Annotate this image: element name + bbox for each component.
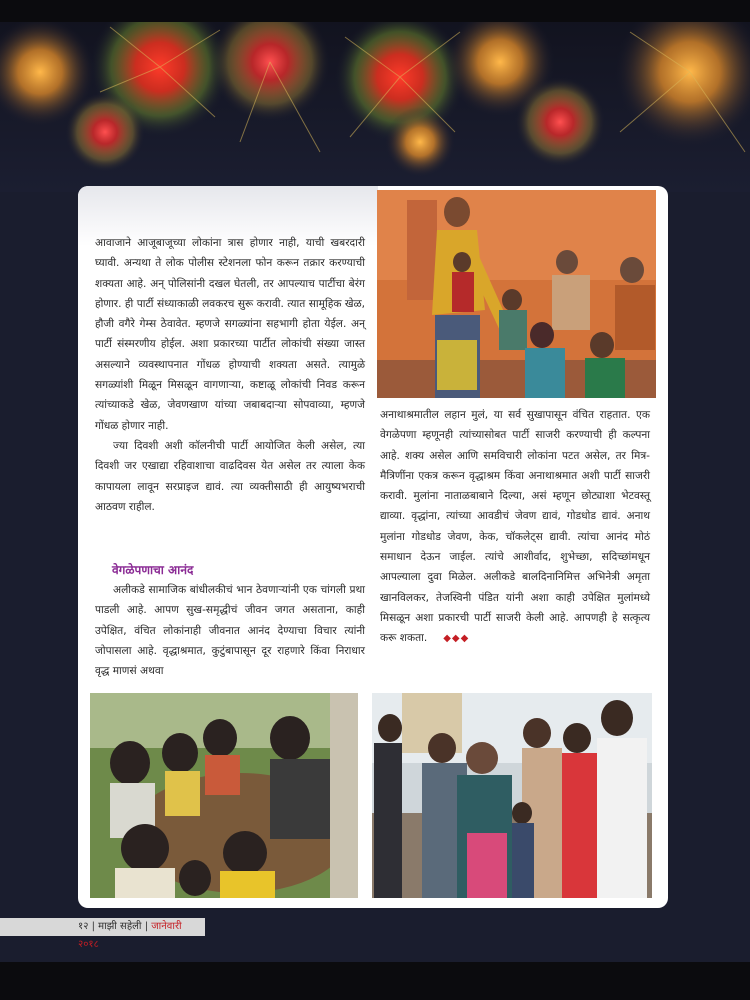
footer-separator: | [91, 921, 95, 932]
left-paragraph-1: आवाजाने आजूबाजूच्या लोकांना त्रास होणार नाही, याची खबरदारी घ्यावी. अन्यथा ते लोक पोलीस स्टेशनला फोन करून तक्रार करण्याची शक्यता आहे. अन् पोलिसांनी दखल घेतली, तर आपल्याच पार्टीचा बेरंग होणार. ही पार्टी संध्याकाळी लवकरच सुरू करावी. त्यात सामूहिक खेळ, हौजी वगैरे गेम्स ठेवावेत. म्हणजे सगळ्यांना सहभागी होता येईल. अन् पार्टी संस्मरणीय होईल. अशा प्रकारच्या पार्टीत लोकांची संख्या जास्त असल्याने व्यवस्थापनात गोंधळ होण्याची शक्यता असते. त्यामुळे सगळ्यांशी मिळून मिसळून वागणाऱ्या, कष्टाळू लोकांची निवड करून त्यांच्याकडे खेळ, जेवणखाण यांच्या जबाबदाऱ्या सोपवाव्या, म्हणजे गोंधळ होणार नाही. [95, 237, 365, 432]
issue-month: जानेवारी २०१८ [78, 921, 182, 950]
end-mark: ◆◆◆ [443, 633, 470, 645]
page-footer [0, 918, 205, 950]
subheading: वेगळेपणाचा आनंद [112, 563, 194, 577]
left-paragraph-3: अलीकडे सामाजिक बांधीलकीचं भान ठेवणाऱ्यांनी एक चांगली प्रथा पाडली आहे. आपण सुख-समृद्धीचं जीवन जगत असताना, काही उपेक्षित, वंचित लोकांनाही जीवनात आनंद देण्याचा विचार त्यांनी जोपासला आहे. वृद्धाश्रमात, कुटुंबापासून दूर राहणारे किंवा निराधार वृद्ध माणसं अथवा [95, 584, 365, 678]
magazine-name: माझी सहेली [98, 921, 142, 932]
photo-children-planting [90, 693, 358, 898]
article-left-column-lower [95, 580, 365, 681]
article-right-column [380, 405, 650, 650]
photo-elderly-women-group [372, 693, 652, 898]
footer-separator-2: | [144, 921, 149, 932]
photo-man-serving-elders [377, 190, 656, 398]
right-paragraph-text: अनाथाश्रमातील लहान मुलं, या सर्व सुखापासून वंचित राहतात. एक वेगळेपणा म्हणूनही त्यांच्यासोबत पार्टी साजरी करण्याची ही कल्पना आहे. शक्य असेल आणि समविचारी लोकांना पटत असेल, तर मित्र-मैत्रिणींना एकत्र करून वृद्धाश्रम किंवा अनाथाश्रमात अशी पार्टी साजरी करावी. मुलांना नाताळबाबाने दिल्या, असं म्हणून छोट्याशा भेटवस्तू द्याव्या. वृद्धांना, त्यांच्या आवडीचं जेवण द्यावं, गोडधोड द्यावं. अनाथ मुलांना गोडधोड जेवण, केक, चॉकलेट्स द्यावी. त्यांचा आनंद मोठं समाधान देऊन जाईल. त्यांचे आशीर्वाद, शुभेच्छा, सदिच्छांमधून आपल्याला दुवा मिळेल. अलीकडे बालदिनानिमित्त अभिनेत्री अमृता खानविलकर, तेजस्विनी पंडित यांनी अशा काही उपेक्षित मुलांमध्ये मिसळून अशा प्रकारची पार्टी साजरी केली आहे. आपणही हे सत्कृत्य करू शकता. [380, 409, 650, 645]
fireworks-banner [0, 22, 750, 192]
top-black-bar [0, 0, 750, 22]
article-left-column [95, 233, 365, 517]
bottom-black-bar [0, 962, 750, 1000]
right-paragraph [380, 405, 650, 650]
left-paragraph-2: ज्या दिवशी अशी कॉलनीची पार्टी आयोजित केली असेल, त्या दिवशी जर एखाद्या रहिवाशाचा वाढदिवस येत असेल तर त्याला केक कापायला लावून सरप्राइज द्यावं. त्या व्यक्तीसाठी ही आयुष्यभराची आठवण राहील. [95, 439, 365, 513]
page-number: १२ [78, 921, 89, 932]
